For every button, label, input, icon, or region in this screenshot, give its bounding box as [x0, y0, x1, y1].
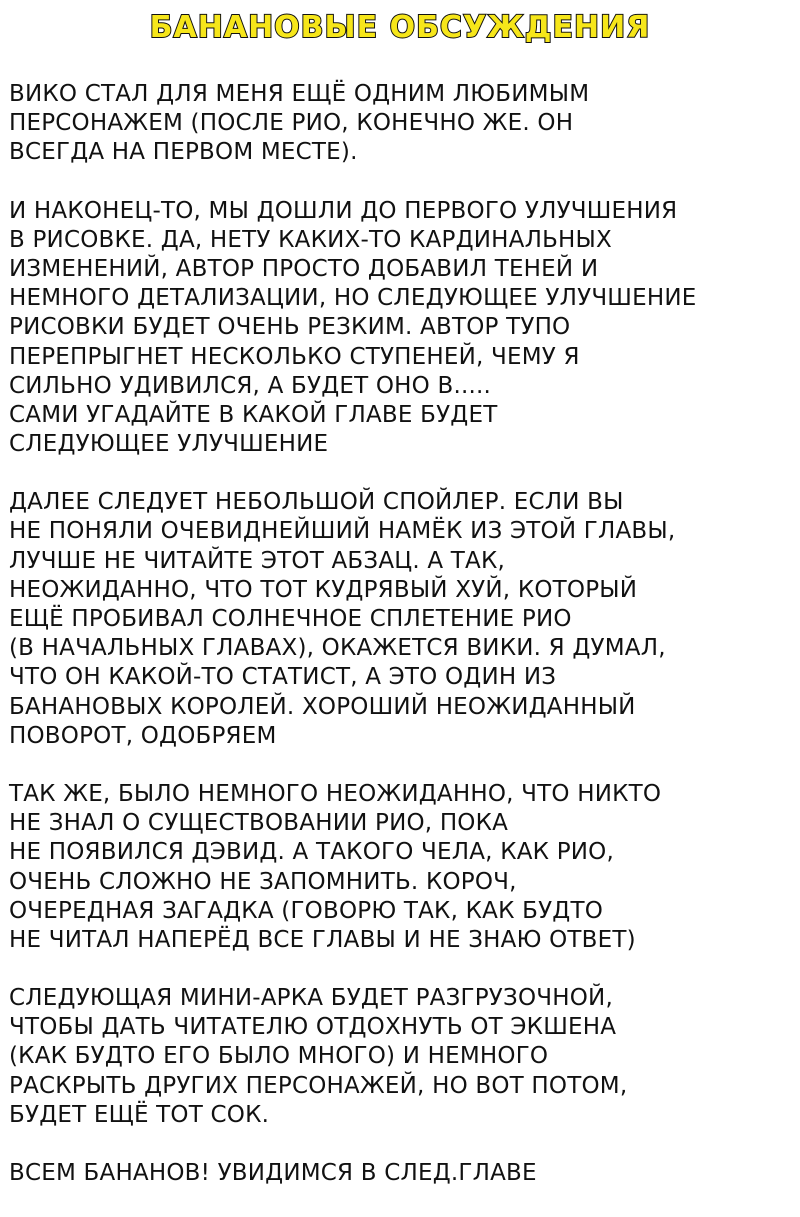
text-line: БАНАНОВЫХ КОРОЛЕЙ. ХОРОШИЙ НЕОЖИДАННЫЙ — [9, 693, 636, 720]
text-line: И НАКОНЕЦ-ТО, МЫ ДОШЛИ ДО ПЕРВОГО УЛУЧШЕНИЯ — [9, 197, 678, 224]
page-title: БАНАНОВЫЕ ОБСУЖДЕНИЯ — [149, 10, 651, 45]
text-line: ЛУЧШЕ НЕ ЧИТАЙТЕ ЭТОТ АБЗАЦ. А ТАК, — [9, 547, 506, 574]
text-line: НЕОЖИДАННО, ЧТО ТОТ КУДРЯВЫЙ ХУЙ, КОТОРЫЙ — [9, 576, 638, 603]
text-line: НЕ ПОЯВИЛСЯ ДЭВИД. А ТАКОГО ЧЕЛА, КАК РИО, — [9, 839, 614, 866]
article-body — [9, 80, 791, 1217]
text-line: СЛЕДУЮЩАЯ МИНИ-АРКА БУДЕТ РАЗГРУЗОЧНОЙ, — [9, 985, 613, 1012]
text-line: РИСОВКИ БУДЕТ ОЧЕНЬ РЕЗКИМ. АВТОР ТУПО — [9, 314, 571, 341]
text-line: ПОВОРОТ, ОДОБРЯЕМ — [9, 722, 277, 749]
text-line: ЕЩЁ ПРОБИВАЛ СОЛНЕЧНОЕ СПЛЕТЕНИЕ РИО — [9, 606, 572, 632]
text-line: ВСЕМ БАНАНОВ! УВИДИМСЯ В СЛЕД.ГЛАВЕ — [9, 1160, 537, 1186]
title-banner — [0, 6, 800, 50]
text-line: ОЧЕРЕДНАЯ ЗАГАДКА (ГОВОРЮ ТАК, КАК БУДТО — [9, 897, 604, 924]
paragraph — [9, 197, 791, 460]
text-line: РАСКРЫТЬ ДРУГИХ ПЕРСОНАЖЕЙ, НО ВОТ ПОТОМ, — [9, 1072, 628, 1099]
text-line: (В НАЧАЛЬНЫХ ГЛАВАХ), ОКАЖЕТСЯ ВИКИ. Я ДУМАЛ, — [9, 635, 666, 662]
text-line: ПЕРЕПРЫГНЕТ НЕСКОЛЬКО СТУПЕНЕЙ, ЧЕМУ Я — [9, 343, 580, 370]
paragraph — [9, 1159, 791, 1188]
text-line: В РИСОВКЕ. ДА, НЕТУ КАКИХ-ТО КАРДИНАЛЬНЫХ — [9, 226, 612, 253]
text-line: СЛЕДУЮЩЕЕ УЛУЧШЕНИЕ — [9, 431, 329, 458]
text-line: (КАК БУДТО ЕГО БЫЛО МНОГО) И НЕМНОГО — [9, 1043, 549, 1070]
text-line: ИЗМЕНЕНИЙ, АВТОР ПРОСТО ДОБАВИЛ ТЕНЕЙ И — [9, 255, 599, 282]
paragraph — [9, 488, 791, 751]
text-line: НЕ ЗНАЛ О СУЩЕСТВОВАНИИ РИО, ПОКА — [9, 810, 509, 837]
text-line: ОЧЕНЬ СЛОЖНО НЕ ЗАПОМНИТЬ. КОРОЧ, — [9, 868, 517, 895]
text-line: СИЛЬНО УДИВИЛСЯ, А БУДЕТ ОНО В..... — [9, 372, 492, 399]
text-line: ДАЛЕЕ СЛЕДУЕТ НЕБОЛЬШОЙ СПОЙЛЕР. ЕСЛИ ВЫ — [9, 489, 624, 516]
paragraph — [9, 984, 791, 1130]
text-line: ТАК ЖЕ, БЫЛО НЕМНОГО НЕОЖИДАННО, ЧТО НИКТО — [9, 780, 662, 807]
text-line: БУДЕТ ЕЩЁ ТОТ СОК. — [9, 1101, 270, 1128]
text-line: НЕ ЧИТАЛ НАПЕРЁД ВСЕ ГЛАВЫ И НЕ ЗНАЮ ОТВЕТ) — [9, 926, 636, 953]
paragraph — [9, 80, 791, 168]
text-line: ЧТОБЫ ДАТЬ ЧИТАТЕЛЮ ОТДОХНУТЬ ОТ ЭКШЕНА — [9, 1014, 617, 1041]
text-line: ВИКО СТАЛ ДЛЯ МЕНЯ ЕЩЁ ОДНИМ ЛЮБИМЫМ — [9, 81, 590, 107]
text-line: ПЕРСОНАЖЕМ (ПОСЛЕ РИО, КОНЕЧНО ЖЕ. ОН — [9, 110, 574, 137]
text-line: НЕМНОГО ДЕТАЛИЗАЦИИ, НО СЛЕДУЮЩЕЕ УЛУЧШЕНИЕ — [9, 285, 697, 312]
text-line: ВСЕГДА НА ПЕРВОМ МЕСТЕ). — [9, 139, 358, 166]
text-line: НЕ ПОНЯЛИ ОЧЕВИДНЕЙШИЙ НАМЁК ИЗ ЭТОЙ ГЛАВЫ, — [9, 518, 676, 545]
paragraph — [9, 780, 791, 955]
text-line: ЧТО ОН КАКОЙ-ТО СТАТИСТ, А ЭТО ОДИН ИЗ — [9, 664, 557, 691]
text-line: САМИ УГАДАЙТЕ В КАКОЙ ГЛАВЕ БУДЕТ — [9, 401, 498, 428]
